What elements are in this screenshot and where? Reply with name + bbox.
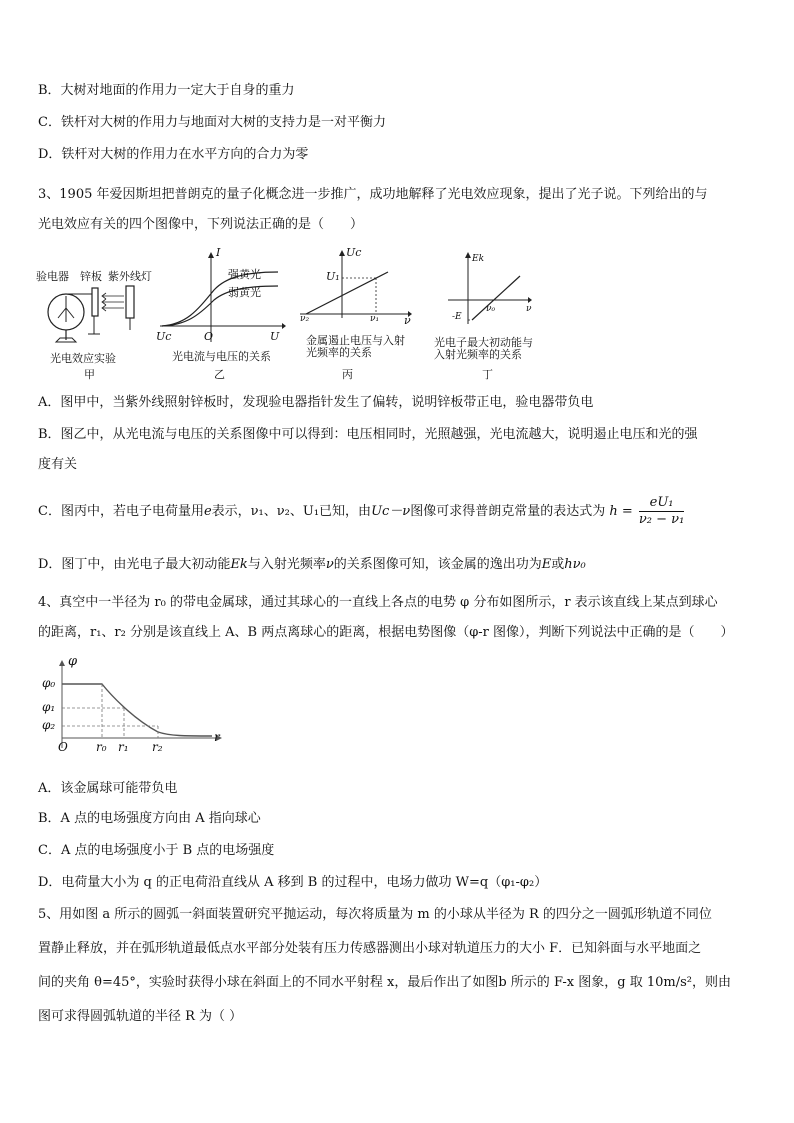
q4-option-b: B．A 点的电场强度方向由 A 指向球心 [38,811,261,826]
q2-option-c: C．铁杆对大树的作用力与地面对大树的支持力是一对平衡力 [38,115,386,130]
caption-bing-line2: 光频率的关系 [306,346,372,359]
figure-jia [36,262,154,381]
q4-stem-line1: 4、真空中一半径为 r₀ 的带电金属球，通过其球心的一直线上各点的电势 φ 分布如图所示，r 表示该直线上某点到球心 [38,595,718,610]
origin-label: O [204,330,214,343]
q5-line3: 间的夹角 θ=45°，实验时获得小球在斜面上的不同水平射程 x，最后作出了如图b 所示的 F-x 图象，g 取 10m/s²，则由 [38,975,731,990]
q3-option-b-line1: B．图乙中，从光电流与电压的关系图像中可以得到：电压相同时，光照越强，光电流越大，说明遏止电压和光的强 [38,427,698,442]
q4-option-c: C．A 点的电场强度小于 B 点的电场强度 [38,843,275,858]
q5-line2: 置静止释放，并在弧形轨道最低点水平部分处装有压力传感器测出小球对轨道压力的大小 F．已知斜面与水平地面之 [38,941,702,956]
label-r2: r₂ [152,740,163,754]
q3-option-d [38,556,586,574]
q3-option-d-mid: 与入射光频率 [247,557,326,572]
axis-label-nu-bing: ν [404,314,411,327]
q3-option-c-graph: Uc－ν [371,504,411,519]
figure-yi [156,246,286,381]
q3-option-b-line2: 度有关 [38,457,78,472]
caption-jia: 光电效应实验 [50,352,116,365]
caption-ding-line2: 入射光频率的关系 [434,348,522,361]
q3-option-d-e: E [541,557,552,572]
label-v2: ν₂ [300,314,310,324]
label-phi2: φ₂ [42,718,56,732]
origin-label-q4: O [58,740,68,754]
current-voltage-graph [156,250,286,346]
axis-label-ek: Ek [472,254,485,264]
label-phi0: φ₀ [42,676,56,690]
q3-stem-line2: 光电效应有关的四个图像中，下列说法正确的是（ ） [38,217,364,232]
figure-name-jia: 甲 [84,368,95,381]
q4-stem-line2: 的距离，r₁、r₂ 分别是该直线上 A、B 两点离球心的距离，根据电势图像（φ-r 图像），判断下列说法中正确的是（ ） [38,625,734,640]
label-electroscope: 验电器 [36,270,69,283]
q3-stem-line1: 3、1905 年爱因斯坦把普朗克的量子化概念进一步推广，成功地解释了光电效应现象，提出了光子说。下列给出的与 [38,187,708,202]
label-uv-lamp: 紫外线灯 [108,270,152,283]
q3-option-d-ek: Ek [230,557,248,572]
q3-option-c [38,494,686,530]
label-r1: r₁ [118,740,129,754]
caption-bing-line1: 金属遏止电压与入射 [306,334,405,347]
caption-yi: 光电流与电压的关系 [172,350,271,363]
q2-option-b: B．大树对地面的作用力一定大于自身的重力 [38,83,295,98]
legend-strong-yellow: 强黄光 [228,268,261,281]
q5-line4: 图可求得圆弧轨道的半径 R 为（ ） [38,1009,243,1024]
q3-option-c-e: e [203,504,212,519]
figure-name-yi: 乙 [214,368,225,381]
q3-option-d-hv: hν₀ [564,557,586,572]
planck-fraction [639,495,684,528]
label-phi1: φ₁ [42,700,56,714]
caption-ding-line1: 光电子最大初动能与 [434,336,533,349]
label-r0: r₀ [96,740,107,754]
q5-line1: 5、用如图 a 所示的圆弧一斜面装置研究平抛运动，每次将质量为 m 的小球从半径为 R 的四分之一圆弧形轨道不同位 [38,907,712,922]
q4-option-d: D．电荷量大小为 q 的正电荷沿直线从 A 移到 B 的过程中，电场力做功 W=q（φ₁-φ₂） [38,875,548,890]
q3-option-c-mid: 表示，ν₁、ν₂、U₁已知，由 [211,504,372,519]
axis-label-phi: φ [68,654,78,669]
q3-option-d-post: 的关系图像可知，该金属的逸出功为 [333,557,542,572]
legend-weak-yellow: 弱黄光 [228,286,261,299]
fraction-denominator: ν₂ − ν₁ [638,512,685,527]
photoelectric-apparatus-drawing [36,278,154,358]
figure-bing [296,248,416,380]
q3-option-d-or: 或 [551,557,565,572]
axis-label-r: r [214,730,220,744]
label-v1: ν₁ [370,314,380,324]
q3-option-c-h: h = [609,504,633,519]
label-zinc-plate: 锌板 [80,270,102,283]
q3-option-d-nu: ν [325,557,334,572]
q2-option-d: D．铁杆对大树的作用力在水平方向的合力为零 [38,147,309,162]
q3-option-c-post: 图像可求得普朗克常量的表达式为 [410,504,606,519]
figure-name-ding: 丁 [482,368,493,381]
potential-graph [40,656,230,756]
fraction-numerator: eU₁ [639,495,684,512]
figure-name-bing: 丙 [342,368,353,381]
q3-option-d-prefix: D．图丁中，由光电子最大初动能 [38,557,231,572]
axis-label-uc-bing: Uc [346,246,362,259]
q3-option-a: A．图甲中，当紫外线照射锌板时，发现验电器指针发生了偏转，说明锌板带正电，验电器带负电 [38,395,594,410]
label-u1: U₁ [326,270,340,283]
label-v0: ν₀ [486,304,496,314]
axis-label-i: I [216,246,221,259]
phi-r-graph [40,656,230,756]
axis-label-u: U [270,330,280,343]
axis-label-nu-ding: ν [526,304,532,314]
figure-ding [428,248,538,380]
stopping-voltage-graph [296,248,416,324]
q4-option-a: A．该金属球可能带负电 [38,781,178,796]
axis-label-uc: Uc [156,330,172,343]
q3-option-c-prefix: C．图丙中，若电子电荷量用 [38,504,204,519]
label-neg-e: -E [452,312,462,322]
